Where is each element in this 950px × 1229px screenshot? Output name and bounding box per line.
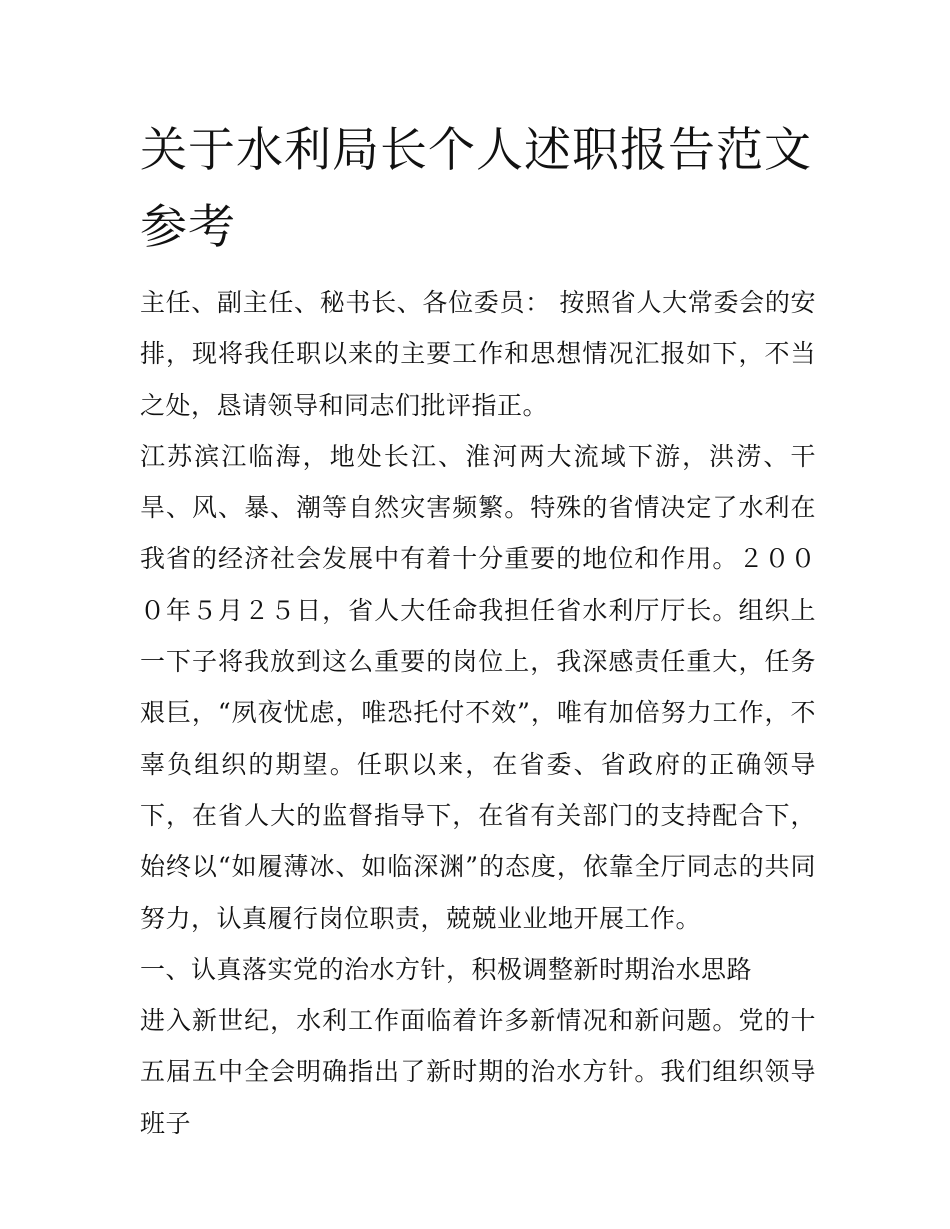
document-body <box>140 277 816 1149</box>
section-heading-1: 一、认真落实党的治水方针，积极调整新时期治水思路 <box>140 954 753 984</box>
paragraph-intro: 主任、副主任、秘书长、各位委员： 按照省人大常委会的安排，现将我任职以来的主要工作和思想情况汇报如下，不当之处，恳请领导和同志们批评指正。 <box>140 288 816 420</box>
document-title: 关于水利局长个人述职报告范文参考 <box>140 123 812 255</box>
paragraph-section-1: 进入新世纪，水利工作面临着许多新情况和新问题。党的十五届五中全会明确指出了新时期的治水方针。我们组织领导班子 <box>140 1006 816 1138</box>
paragraph-background: 江苏滨江临海，地处长江、淮河两大流域下游，洪涝、干旱、风、暴、潮等自然灾害频繁。特殊的省情决定了水利在我省的经济社会发展中有着十分重要的地位和作用。２０００年５月２５日，省人大任命我担任省水利厅厅长。组织上一下子将我放到这么重要的岗位上，我深感责任重大，任务艰巨，“夙夜忧虑，唯恐托付不效”，唯有加倍努力工作，不辜负组织的期望。任职以来，在省委、省政府的正确领导下，在省人大的监督指导下，在省有关部门的支持配合下，始终以“如履薄冰、如临深渊”的态度，依靠全厅同志的共同努力，认真履行岗位职责，兢兢业业地开展工作。 <box>140 441 816 933</box>
